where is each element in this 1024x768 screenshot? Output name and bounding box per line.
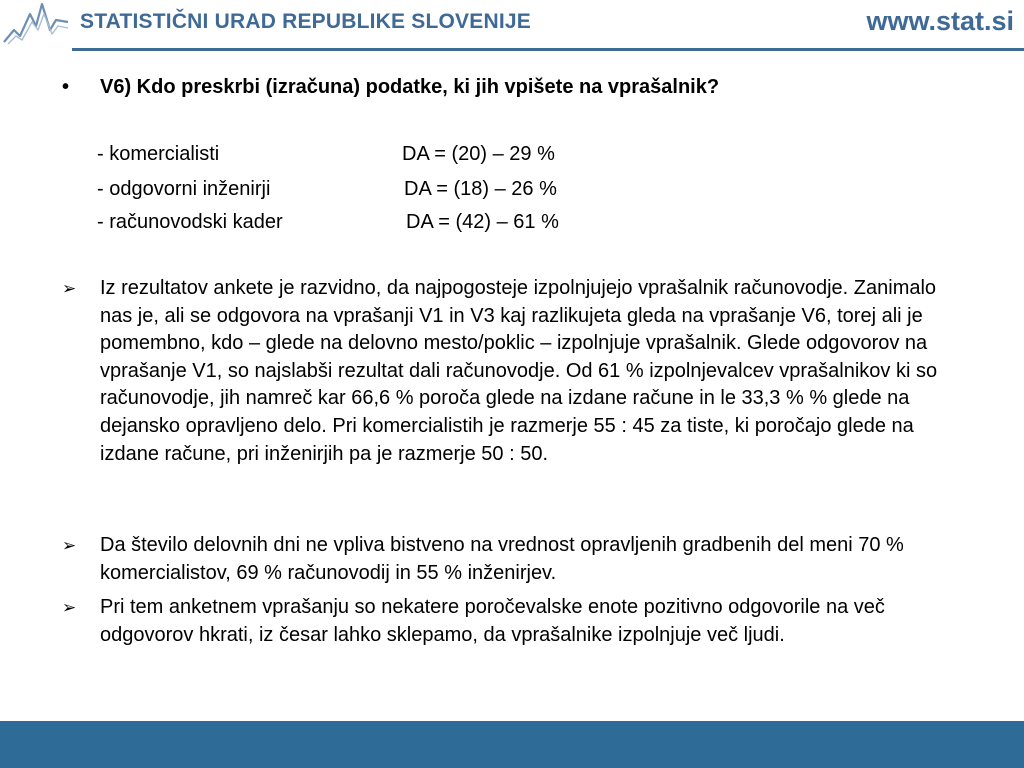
organization-name: STATISTIČNI URAD REPUBLIKE SLOVENIJE	[80, 10, 531, 33]
stat-row	[97, 143, 555, 166]
stat-value: DA = (20) – 29 %	[402, 143, 555, 165]
footer-bar	[0, 721, 1024, 768]
question-text: V6) Kdo preskrbi (izračuna) podatke, ki jih vpišete na vprašalnik?	[100, 76, 720, 98]
stat-label: - računovodski kader	[97, 211, 283, 233]
stat-value: DA = (18) – 26 %	[404, 178, 557, 200]
arrow-bullet-icon: ➢	[62, 536, 77, 556]
finding-paragraph	[62, 532, 970, 587]
header-divider	[72, 48, 1024, 51]
header	[0, 0, 1024, 52]
stat-row	[97, 211, 559, 234]
stat-row	[97, 178, 557, 201]
website-url: www.stat.si	[866, 6, 1014, 36]
stat-label: - komercialisti	[97, 143, 220, 165]
bullet-point: •	[62, 76, 70, 98]
finding-text: Da število delovnih dni ne vpliva bistveno na vrednost opravljenih gradbenih del meni 70 % komercialistov, 69 % računovodij in 55 % inženirjev.	[100, 534, 904, 584]
arrow-bullet-icon: ➢	[62, 598, 77, 618]
question-item	[62, 76, 719, 99]
finding-paragraph	[62, 594, 970, 649]
finding-text: Iz rezultatov ankete je razvidno, da najpogosteje izpolnjujejo vprašalnik računovodje. Zanimalo nas je, ali se odgovora na vprašanji V1 in V3 kaj razlikujeta gleda na vprašanje V6, torej ali je pomembno, kdo – glede na delovno mesto/poklic – izpolnjuje vprašalnik. Glede odgovorov na vprašanje V1, so najslabši rezultat dali računovodje. Od 61 % izpolnjevalcev vprašalnikov ki so računovodje, jih namreč kar 66,6 % poroča glede na izdane račune in le 33,3 % % glede na dejansko opravljeno delo. Pri komercialistih je razmerje 55 : 45 za tiste, ki poročajo glede na izdane račune, pri inženirjih pa je razmerje 50 : 50.	[100, 277, 938, 465]
stat-logo-icon	[2, 0, 70, 46]
arrow-bullet-icon: ➢	[62, 279, 77, 299]
finding-paragraph	[62, 275, 970, 468]
stat-value: DA = (42) – 61 %	[406, 211, 559, 233]
finding-text: Pri tem anketnem vprašanju so nekatere poročevalske enote pozitivno odgovorile na več odgovorov hkrati, iz česar lahko sklepamo, da vprašalnike izpolnjuje več ljudi.	[100, 596, 885, 646]
stat-label: - odgovorni inženirji	[97, 178, 271, 200]
